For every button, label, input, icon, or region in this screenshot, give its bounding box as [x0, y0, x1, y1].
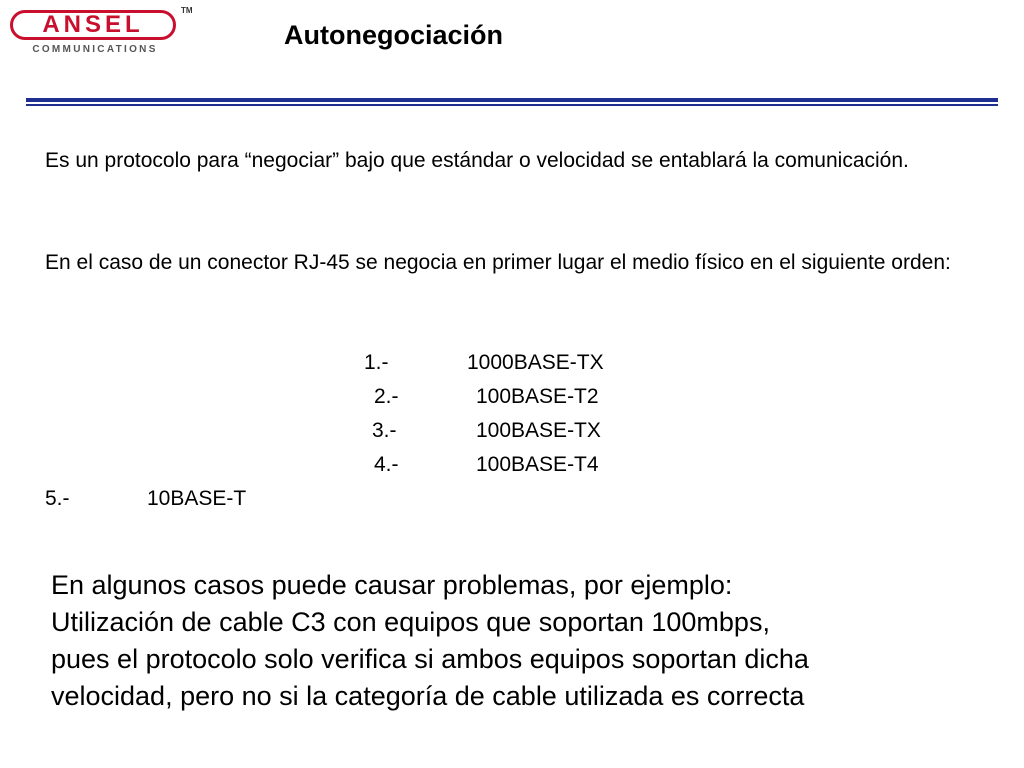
problems-line: En algunos casos puede causar problemas, por ejemplo: — [51, 570, 733, 600]
divider-line-thin — [26, 104, 998, 106]
divider-line-thick — [26, 98, 998, 102]
list-item-value: 100BASE-T4 — [476, 453, 599, 476]
list-item-number: 1.- — [364, 351, 389, 374]
logo-subtitle: COMMUNICATIONS — [32, 44, 158, 55]
list-item-value: 100BASE-T2 — [476, 385, 599, 408]
slide-title: Autonegociación — [284, 20, 504, 50]
list-item-number: 4.- — [374, 453, 399, 476]
rj45-paragraph: En el caso de un conector RJ-45 se negocia en primer lugar el medio físico en el siguiente orden: — [45, 251, 951, 274]
intro-paragraph: Es un protocolo para “negociar” bajo que estándar o velocidad se entablará la comunicación. — [45, 149, 909, 172]
list-item-number: 5.- — [45, 487, 70, 510]
list-item-number: 2.- — [374, 385, 399, 408]
problems-line: pues el protocolo solo verifica si ambos equipos soportan dicha — [51, 644, 809, 674]
list-item-number: 3.- — [372, 419, 397, 442]
problems-paragraph — [51, 567, 1011, 715]
logo-name: ANSEL — [42, 11, 144, 38]
company-logo — [8, 6, 196, 56]
list-item-value: 1000BASE-TX — [467, 351, 604, 374]
logo-trademark: TM — [181, 6, 193, 15]
title-divider — [26, 98, 998, 107]
problems-line: velocidad, pero no si la categoría de cable utilizada es correcta — [51, 681, 805, 711]
list-item-value: 100BASE-TX — [476, 419, 601, 442]
problems-line: Utilización de cable C3 con equipos que soportan 100mbps, — [51, 607, 770, 637]
list-item-value: 10BASE-T — [147, 487, 247, 510]
